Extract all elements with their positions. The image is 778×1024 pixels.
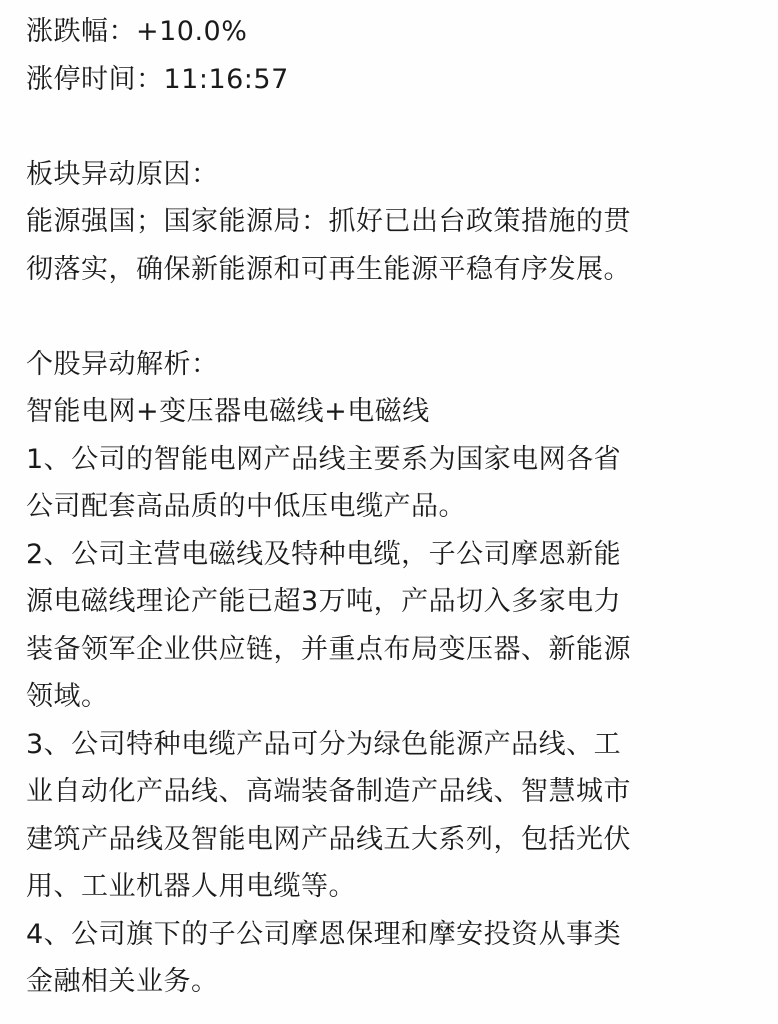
- spacer: [26, 293, 766, 341]
- analysis-item-line: 1、公司的智能电网产品线主要系为国家电网各省: [26, 443, 622, 475]
- analysis-item-4: [26, 911, 766, 1006]
- stock-analysis-heading: 个股异动解析：: [26, 348, 219, 380]
- sector-reason-text: [26, 198, 766, 293]
- spacer: [26, 103, 766, 151]
- limit-up-time-line: 涨停时间：11:16:57: [26, 63, 289, 95]
- analysis-item-line: 金融相关业务。: [26, 966, 219, 997]
- analysis-item-line: 4、公司旗下的子公司摩恩保理和摩安投资从事类: [26, 918, 622, 950]
- analysis-item-line: 源电磁线理论产能已超3万吨，产品切入多家电力: [26, 586, 622, 617]
- analysis-item-line: 建筑产品线及智能电网产品线五大系列，包括光伏: [26, 823, 631, 855]
- analysis-item-line: 用、工业机器人用电缆等。: [26, 871, 356, 902]
- analysis-item-2: [26, 531, 766, 721]
- analysis-item-line: 3、公司特种电缆产品可分为绿色能源产品线、工: [26, 728, 622, 760]
- sector-reason-line: 能源强国；国家能源局：抓好已出台政策措施的贯: [26, 206, 631, 237]
- analysis-item-1: [26, 436, 766, 531]
- sector-reason-line: 彻落实，确保新能源和可再生能源平稳有序发展。: [26, 253, 631, 285]
- analysis-item-3: [26, 721, 766, 911]
- analysis-item-line: 2、公司主营电磁线及特种电缆，子公司摩恩新能: [26, 538, 622, 570]
- sector-reason-heading: 板块异动原因：: [26, 158, 219, 190]
- analysis-item-line: 业自动化产品线、高端装备制造产品线、智慧城市: [26, 776, 631, 807]
- price-change-line: 涨跌幅：+10.0%: [26, 16, 248, 47]
- analysis-item-line: 装备领军企业供应链，并重点布局变压器、新能源: [26, 633, 631, 665]
- analysis-item-line: 公司配套高品质的中低压电缆产品。: [26, 491, 466, 522]
- stock-note-document: [26, 8, 766, 1006]
- stock-analysis-subheading: 智能电网+变压器电磁线+电磁线: [26, 396, 430, 427]
- analysis-item-line: 领域。: [26, 681, 109, 712]
